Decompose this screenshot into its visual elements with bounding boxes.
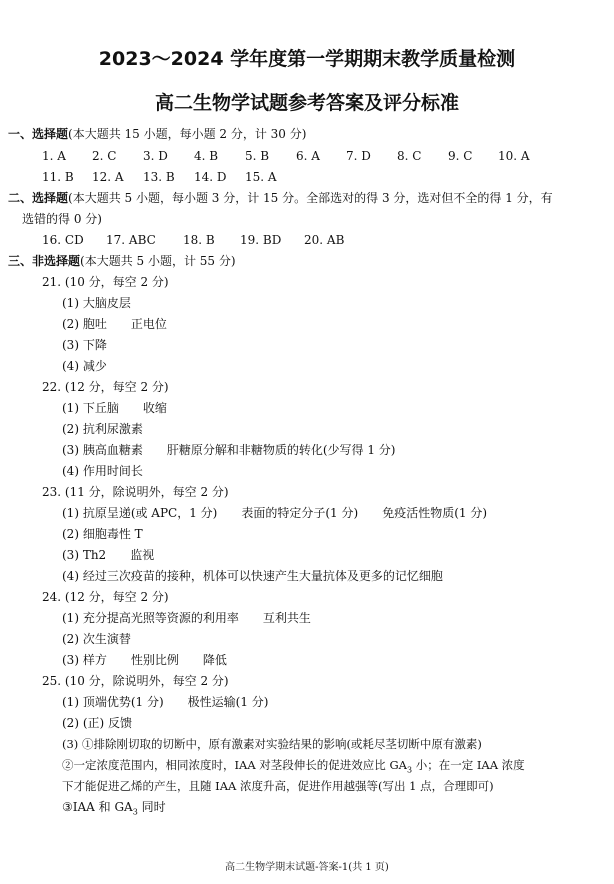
- document-title: 2023～2024 学年度第一学期期末教学质量检测: [98, 48, 516, 70]
- q22-answer-3: [62, 442, 395, 458]
- answer-item: 3. D: [143, 149, 168, 163]
- q25-answer-1: [62, 694, 268, 710]
- answer-item: 15. A: [245, 170, 277, 184]
- q24-heading: 24. (12 分，每空 2 分): [42, 590, 169, 604]
- section-1-label: 一、选择题: [8, 127, 69, 141]
- section-3-heading: [8, 253, 236, 269]
- q25-answer-3-3: [62, 799, 166, 820]
- answer-part: 性别比例: [130, 653, 179, 667]
- subscript: 3: [406, 765, 413, 775]
- answer-item: 9. C: [448, 149, 473, 163]
- answer-item: 18. B: [183, 233, 215, 247]
- answer-part: 监视: [130, 548, 155, 562]
- answer-item: 16. CD: [42, 233, 84, 247]
- page-footer: 高二生物学期末试题-答案-1(共 1 页): [225, 862, 389, 873]
- q21-answer-3: (3) 下降: [62, 338, 107, 352]
- q25-answer-2: (2) (正) 反馈: [62, 716, 132, 730]
- answer-part: (1) 抗原呈递(或 APC，1 分): [62, 506, 218, 520]
- answer-item: 6. A: [296, 149, 320, 163]
- answer-part: ②一定浓度范围内，相同浓度时，IAA 对茎段伸长的促进效应比 GA: [62, 758, 407, 772]
- q23-heading: 23. (11 分，除说明外，每空 2 分): [42, 485, 229, 499]
- answer-part: 收缩: [142, 401, 167, 415]
- q22-answer-4: (4) 作用时间长: [62, 464, 143, 478]
- answer-row-1: [0, 148, 614, 164]
- q23-answer-2: (2) 细胞毒性 T: [62, 527, 143, 541]
- answer-part: 极性运输(1 分): [187, 695, 269, 709]
- answer-item: 7. D: [346, 149, 371, 163]
- q23-answer-1: [62, 505, 487, 521]
- q24-answer-3: [62, 652, 227, 668]
- answer-part: 免疫活性物质(1 分): [382, 506, 488, 520]
- answer-item: 11. B: [42, 170, 74, 184]
- answer-part: (3) 胰高血糖素: [62, 443, 143, 457]
- q22-answer-2: (2) 抗利尿激素: [62, 422, 143, 436]
- q22-heading: 22. (12 分，每空 2 分): [42, 380, 169, 394]
- section-3-desc: (本大题共 5 小题，计 55 分): [80, 254, 236, 268]
- answer-part: (3) 样方: [62, 653, 107, 667]
- q25-heading: 25. (10 分，除说明外，每空 2 分): [42, 674, 229, 688]
- answer-item: 10. A: [498, 149, 530, 163]
- q25-answer-3: (3) ①排除刚切取的切断中，原有激素对实验结果的影响(或耗尽茎切断中原有激素): [62, 737, 482, 751]
- q21-answer-1: (1) 大脑皮层: [62, 296, 131, 310]
- answer-item: 13. B: [143, 170, 175, 184]
- answer-part: (1) 充分提高光照等资源的利用率: [62, 611, 239, 625]
- q24-answer-2: (2) 次生演替: [62, 632, 131, 646]
- answer-part: ③IAA 和 GA: [62, 800, 133, 814]
- answer-item: 12. A: [92, 170, 124, 184]
- answer-part: (3) Th2: [62, 548, 107, 562]
- answer-part: 正电位: [130, 317, 167, 331]
- answer-item: 19. BD: [240, 233, 282, 247]
- answer-part: 互利共生: [262, 611, 311, 625]
- q25-answer-3-2: [62, 757, 525, 778]
- section-2-desc: (本大题共 5 小题，每小题 3 分，计 15 分。全部选对的得 3 分，选对但不全的得 1 分，有: [68, 191, 553, 205]
- answer-item: 17. ABC: [106, 233, 156, 247]
- answer-part: (1) 顶端优势(1 分): [62, 695, 164, 709]
- answer-item: 2. C: [92, 149, 117, 163]
- q21-answer-2: [62, 316, 167, 332]
- section-1-heading: [8, 126, 306, 142]
- answer-part: 表面的特定分子(1 分): [241, 506, 359, 520]
- answer-row-2: [0, 169, 614, 185]
- answer-part: 肝糖原分解和非糖物质的转化(少写得 1 分): [166, 443, 396, 457]
- answer-part: 小；在一定 IAA 浓度: [412, 758, 525, 772]
- subscript: 3: [132, 807, 138, 817]
- section-3-label: 三、非选择题: [8, 254, 81, 268]
- answer-part: (2) 胞吐: [62, 317, 107, 331]
- answer-item: 5. B: [245, 149, 270, 163]
- q23-answer-3: [62, 547, 154, 563]
- answer-item: 20. AB: [304, 233, 345, 247]
- answer-row-3: [0, 232, 614, 248]
- answer-item: 4. B: [194, 149, 219, 163]
- answer-item: 14. D: [194, 170, 227, 184]
- section-2-heading: [8, 190, 553, 206]
- section-2-label: 二、选择题: [8, 191, 69, 205]
- answer-part: 降低: [202, 653, 227, 667]
- q21-heading: 21. (10 分，每空 2 分): [42, 275, 169, 289]
- section-2-desc-cont: 选错的得 0 分): [22, 212, 102, 226]
- answer-item: 8. C: [397, 149, 422, 163]
- q21-answer-4: (4) 减少: [62, 359, 107, 373]
- answer-part: (1) 下丘脑: [62, 401, 119, 415]
- q25-answer-3-2-cont: 下才能促进乙烯的产生，且随 IAA 浓度升高，促进作用越强等(写出 1 点，合理即可): [62, 779, 494, 793]
- document-subtitle: 高二生物学试题参考答案及评分标准: [154, 92, 459, 114]
- answer-part: 同时: [137, 800, 166, 814]
- q22-answer-1: [62, 400, 167, 416]
- section-1-desc: (本大题共 15 小题，每小题 2 分，计 30 分): [68, 127, 307, 141]
- q24-answer-1: [62, 610, 311, 626]
- answer-item: 1. A: [42, 149, 66, 163]
- q23-answer-4: (4) 经过三次疫苗的接种，机体可以快速产生大量抗体及更多的记忆细胞: [62, 569, 443, 583]
